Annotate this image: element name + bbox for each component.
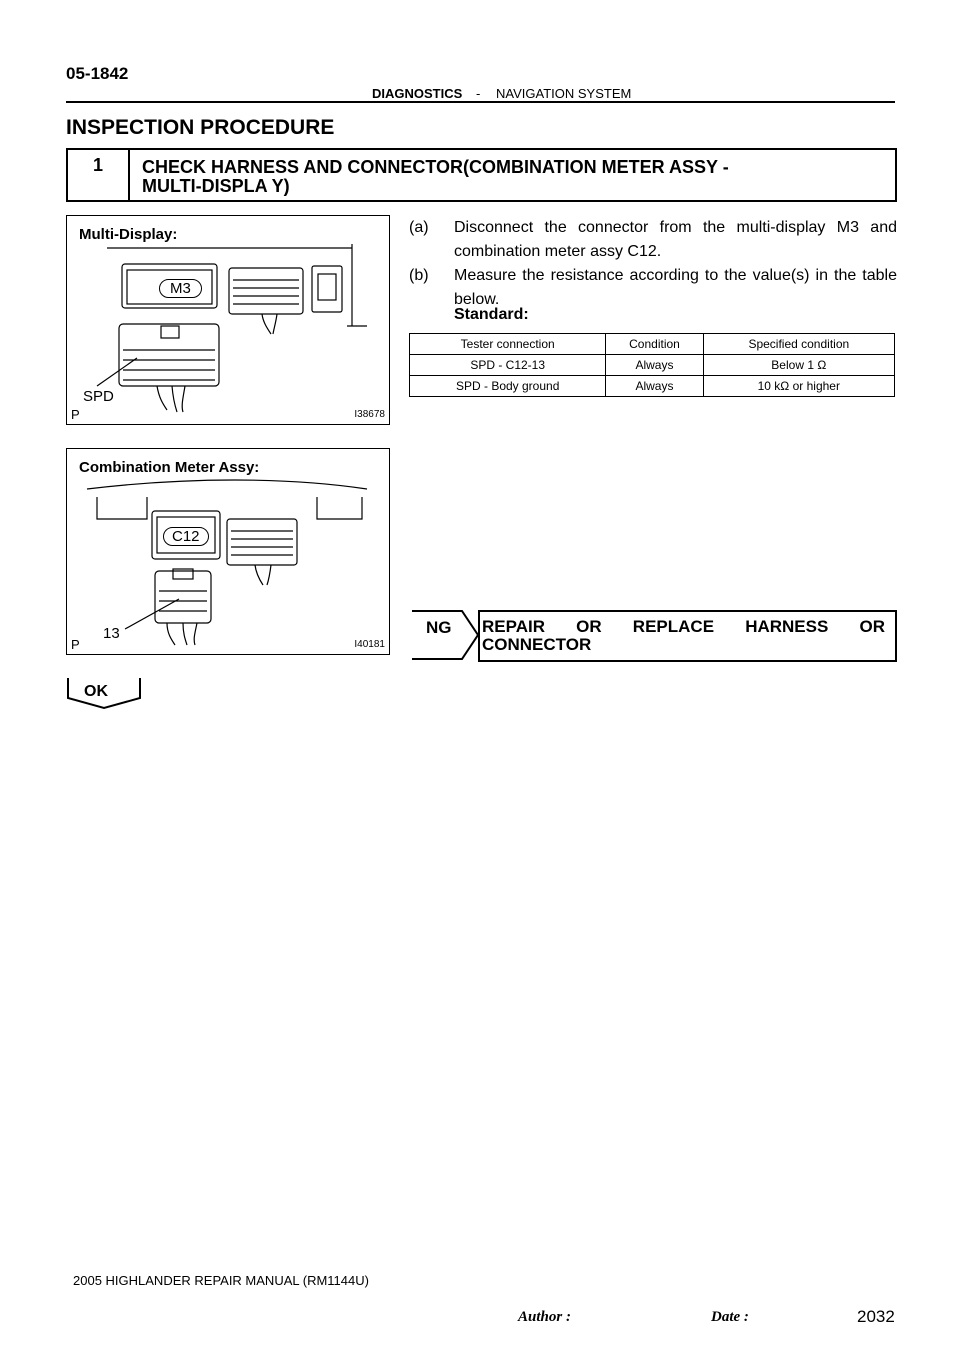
ng-label: NG [426,618,452,637]
figure2-title: Combination Meter Assy: [79,459,260,476]
step-number: 1 [68,150,130,200]
terminal-13-label: 13 [103,625,120,642]
ng-word: HARNESS [745,617,829,636]
footer-date: Date : [711,1309,749,1325]
ng-action-line1 [482,618,885,636]
step-box [66,148,897,202]
multi-display-figure [66,215,390,425]
table-header-cell: Specified condition [703,334,894,355]
table-row [410,355,895,376]
resistance-spec-table [409,333,895,397]
ng-word: REPLACE [632,617,715,636]
step-title: CHECK HARNESS AND CONNECTOR(COMBINATION METER ASSY - MULTI-DISPLA Y) [142,157,729,196]
table-cell: 10 kΩ or higher [703,376,894,397]
figure1-code: I38678 [354,409,385,420]
table-cell: Always [606,376,703,397]
ng-word: OR [576,617,602,636]
instruction-b-marker: (b) [409,267,429,284]
ng-action-line2: CONNECTOR [482,635,592,654]
figure1-corner-mark: P [71,407,80,422]
table-cell: Always [606,355,703,376]
table-header-cell: Condition [606,334,703,355]
figure2-corner-mark: P [71,637,80,652]
table-cell: SPD - Body ground [410,376,606,397]
standard-label: Standard: [454,306,529,323]
footer-page-number: 2032 [857,1307,895,1326]
ng-action-text [482,618,885,654]
footer-manual-title: 2005 HIGHLANDER REPAIR MANUAL (RM1144U) [73,1273,369,1288]
table-row [410,376,895,397]
spd-terminal-label: SPD [83,388,114,405]
header-subsection: NAVIGATION SYSTEM [496,86,632,101]
page-heading: INSPECTION PROCEDURE [66,116,335,139]
footer-author: Author : [518,1309,571,1325]
page-code: 05-1842 [66,64,129,83]
figure2-code: I40181 [354,639,385,650]
instruction-a [409,216,897,266]
multi-display-connector-drawing [67,216,388,423]
combination-meter-connector-drawing [67,449,388,653]
instruction-b-text: Measure the resistance according to the value(s) in the table below. [454,267,897,308]
table-cell: Below 1 Ω [703,355,894,376]
figure1-title: Multi-Display: [79,226,178,243]
table-header-cell: Tester connection [410,334,606,355]
combination-meter-figure [66,448,390,655]
table-header-row [410,334,895,355]
instruction-a-text: Disconnect the connector from the multi-display M3 and combination meter assy C12. [454,219,897,260]
c12-connector-label: C12 [163,527,209,546]
ng-word: OR [859,617,885,636]
ok-label: OK [84,683,108,700]
table-cell: SPD - C12-13 [410,355,606,376]
m3-connector-label: M3 [159,279,202,298]
ng-word: REPAIR [482,617,545,636]
header-dash: - [476,86,481,101]
header-rule [66,101,895,103]
header-section: DIAGNOSTICS [372,86,463,101]
instruction-a-marker: (a) [409,219,429,236]
